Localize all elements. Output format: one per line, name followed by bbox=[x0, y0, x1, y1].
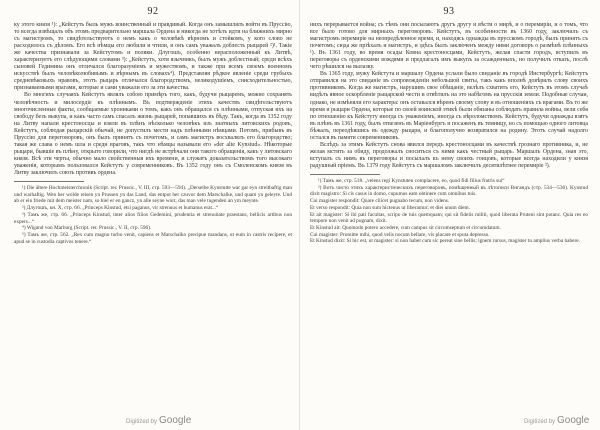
paragraph: Въ 1365 году, мужу Кейстута и маршалу Ордена услали было свиданіе въ городѣ Инстербургѣ; Кейстутъ отправился на это свиданіе въ сопровожденіи небольшой свиты, такъ какъ вполнѣ довѣрялъ слову своихъ противниковъ. Когда же магистръ, нарушивъ свое обѣщаніе, велѣлъ схватить его, Кейстутъ въ этомъ случаѣ видѣлъ явное оскорбленіе рыцарской чести и отвѣтилъ на это набѣгомъ на прусскія земли. Подобные случаи, однако, не измѣняли его характера: онъ оставался вѣренъ своему слову и въ отношеніяхъ съ врагами. Въ то же время и рыцари Ордена, которые по своей воинской этикѣ были обязаны соблюдать правила войны, вели себя по отношенію къ Кейстуту иногда съ уваженіемъ, иногда съ вѣроломствомъ. Кейстутъ, будучи однажды взятъ въ плѣнъ въ 1361 году, былъ отвезенъ въ Маріенбургъ и посаженъ въ темницу, но съ помощью одного литовца бѣжалъ, переодѣвшись въ одежду рыцаря, и благополучно возвратился на родину. Этотъ случай надолго остался въ памяти современниковъ. bbox=[310, 71, 589, 141]
footnote-divider bbox=[14, 181, 84, 182]
footnote: ³) Тамъ же, стр. 66. „Princeps Kinstud, inter alios filios Gedemini, prudentia et strenuitate praestans, bellicis artibus non expers...“ bbox=[14, 211, 292, 225]
footnote: Et ait magister: Si ibi pati facultas, scripo de tuis quemquam; qui sit fidelis militi, quod liberata Pruteni sint potanc. Quia res eo tempore non venit ad pugnam, dixit. bbox=[310, 211, 588, 225]
paragraph: нихъ перерывается война; съ тѣмъ они посылаютъ другъ другу и вѣсти о мирѣ, и о перемиріи, и о томъ, что все было готово для мирныхъ переговоровъ. Кейстутъ, въ особенности въ 1360 году, заключилъ съ магистромъ перемиріе на неопредѣленное время, и, находясь однажды въ прусскомъ городѣ, былъ принятъ съ почетомъ; сюда же пріѣхалъ и магистръ, и здѣсь былъ заключенъ между ними договоръ о размѣнѣ плѣнныхъ ¹). Въ 1361 году, во время осады Ковна крестоносцами, Кейстутъ, желая спасти городъ, вступилъ въ переговоры съ орденскими вождями и предлагалъ имъ выкупъ за осажденныхъ, но получилъ отказъ, послѣ чего рѣшился на вылазку. bbox=[310, 22, 588, 71]
footnote: Et Kinstud dixit: Si hic est, ut magister: si non habet cum sic pereat sine bellis; ignem rursus, magister tu amplius verba habere. bbox=[310, 238, 580, 245]
watermark-brand: Google bbox=[557, 415, 590, 426]
footnote: ⁴) Wigand von Marburg (Script. rer. Prussic., V. II, стр. 596). bbox=[22, 225, 152, 232]
page-number: 92 bbox=[147, 6, 159, 17]
footnotes bbox=[14, 185, 292, 245]
paragraph: Вслѣдъ за этимъ Кейстутъ снова явился передъ крестоносцами въ качествѣ грознаго противника, и, не желая мстить за обиду, продолжалъ сноситься съ ними какъ честный рыцарь. Маршалъ Ордена, зная это, вступалъ съ нимъ въ переговоры и посылалъ къ нему своихъ гонцовъ, которые всегда находили у князя радушный пріемъ. Въ 1379 году Кейстутъ съ маршаломъ заключилъ десятилѣтнее перемиріе ²). bbox=[310, 141, 588, 169]
page-number: 93 bbox=[443, 6, 455, 17]
footnotes bbox=[310, 178, 588, 245]
paragraph: ку этого князя ¹): „Кейстуть быль мужъ воинственный и правдивый. Когда онъ замышлялъ войти въ Пруссію, то всегда извѣщалъ объ этомъ предварительно маршала Ордена и никогда не хотѣлъ идти на ближнихъ мирно съ магистромъ, то свидѣтельствуютъ о немъ какъ о человѣкѣ вѣрномъ и стойкомъ, у кого слово не расходилось съ дѣломъ. Его всѣ нѣмцы его любили и чтили, и онъ самъ уважалъ доблесть рыцарей ²)¹. Такіе же качества признавали за Кейстутомъ и поляки. Длугошъ, особенно нерасположенный къ Литвѣ, характеризуетъ его слѣдующими словами ³): „Кейстутъ, хотя язычникъ, былъ мужъ доблестный; среди всѣхъ сыновей Гедимина онъ отличался благоразуміемъ и мужествомъ, и также при всемъ своемъ военномъ искусствѣ былъ человѣколюбивымъ и вѣрнымъ въ словахъ⁴). Представляя рѣдкое явленіе среди грубыхъ средневѣковыхъ нравовъ, этотъ рыцарь отличался благородствомъ, великодушіемъ, снисходительностью, признаваемыми врагами, которые и сами уважали его за эти качества. bbox=[14, 22, 292, 92]
footnote-divider bbox=[310, 174, 380, 175]
footnote: Cui magister respondit: Quare cilicet pugnabo tecum, non videns. bbox=[310, 198, 450, 205]
footnote: ¹) Тамъ же, стр. 518. „velens regi Kynstuten complacere, eo, quod fidi filius fratris sui“ bbox=[318, 177, 505, 184]
footnote: Et Kinstud ait: Quomodo potero accedere, cum campus sit circumseptum et circumdatum. bbox=[310, 224, 501, 231]
footnote: ⁵) Тамъ же, стр. 562. „Rex cum magno turbo venit, capiens et Marschalko precipue mandans, ut eum in castris recipere, et apud se in custodia captivos tenere.“ bbox=[14, 231, 292, 245]
watermark-prefix: Digitized by bbox=[126, 419, 158, 425]
footnote: Cui magister: Promitte mihi, quod velis nocum bellare, vis placare et sputa depresso. bbox=[310, 231, 490, 238]
body-text bbox=[310, 22, 588, 170]
right-page bbox=[300, 0, 600, 430]
paragraph: Во многихъ случаяхъ Кейстутъ являлъ собою примѣръ того, какъ, будучи рыцаремъ, можно сохранять человѣчность и милосердіе къ плѣннымъ. Въ подтвержденіе этихъ качествъ свидѣтельствуютъ многочисленные факты, сообщаемые хрониками о томъ, какъ онъ обращался съ плѣнными, отпуская ихъ на свободу безъ выкупа, и какъ часто самъ спасалъ жизнь рыцарей, попавшихъ въ бѣду. Такъ, когда въ 1352 году на Литву напали крестоносцы и взяли въ плѣнъ нѣсколько человѣкъ изъ знатныхъ литовскихъ родовъ, Кейстутъ, соблюдая рыцарскій обычай, не допустилъ мести надъ плѣнными нѣмцами. Потомъ, прибывъ въ Пруссію для переговоровъ, онъ былъ принятъ съ почетомъ, и самъ магистръ восхвалялъ его благородство; такая же слава о немъ шла и среди враговъ, такъ что нѣмцы называли его «der alte Kynstud». Нѣкоторые рыцари, бывшіе въ плѣну, открыто говорили, что нигдѣ не встрѣчали они такого обращенія, какъ у литовскаго князя. Всѣ эти черты, обычно мало свойственныя ихъ времени, и служатъ доказательствомъ того высокаго уваженія, которымъ пользовался Кейстутъ у современниковъ. Въ 1352 году онъ съ Смоленскомъ князя въ Литву заключилъ союзъ противъ ордена. bbox=[14, 92, 292, 176]
google-watermark bbox=[524, 415, 589, 426]
footnote: ²) Длугошъ, кн. X, стр. 66. „Princeps Kinstud, etsi paganus, vir strenuus et humanus erat...“ bbox=[22, 205, 219, 212]
watermark-brand: Google bbox=[159, 415, 192, 426]
body-text bbox=[14, 22, 292, 177]
google-watermark bbox=[126, 415, 191, 426]
footnote: Et verso respondit: Quia non sum hictenus ut liberamur; et diei unum diem. bbox=[310, 204, 470, 211]
footnote: ²) Вотъ чисто этихъ характеристическихъ переговоровъ, помѣщенный въ лѣтописи Вигандъ (стр. 534—536). Kynstud dixit magistro: Si cis casus in domo, cupumus eam obtinere cum omnibus tuis. bbox=[310, 184, 588, 198]
footnote: ¹) Die ältere Hochmeisterchronik (Script. rer. Prussic., V. III, стр. 593—594). „Derselbe Kynstutte war gar eyn streitbaftig man und warhaftig. Wen her wolde reisen yn Prussen yn das Land, das entpot her czuvor dem Marschalke, und quam yn geleyte. Und ab er ein friede mit dem meister nam, so hiel er en gancz, yn alle seyne wort, das man vele tugenden an ym meynte. bbox=[14, 185, 292, 205]
watermark-prefix: Digitized by bbox=[524, 419, 556, 425]
